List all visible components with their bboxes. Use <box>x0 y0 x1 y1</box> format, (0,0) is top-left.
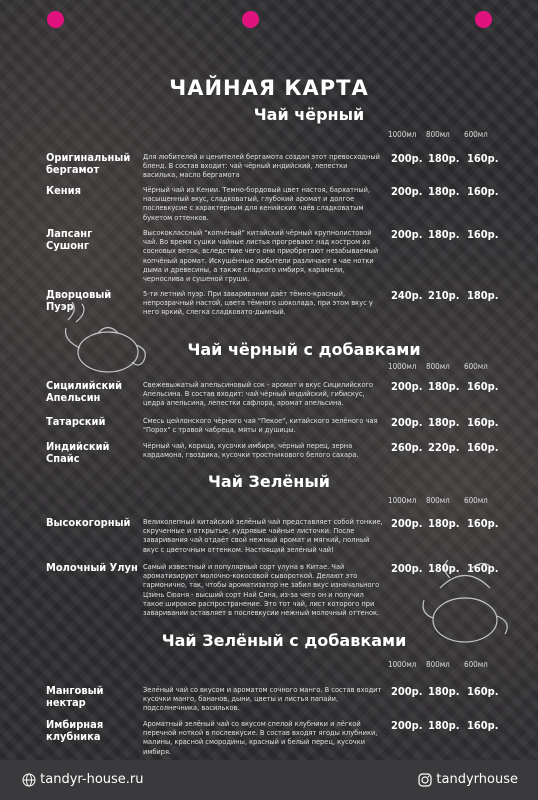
item-desc: Великолепный китайский зелёный чай представляет собой тонкие, скрученные и открытые, кудрявые чайные листочки. После заваривания чай отдаёт свой нежный аромат и мягкий, полный вкус с цветочным оттенком. Настоящий зелёный чай! <box>143 517 383 554</box>
item-desc: Свежевыжатый апельсиновый сок - аромат и вкус Сицилийского Апельсина. В состав входит: чай чёрный индийский, гибискус, цедра апельсина, лепестки сафлора, аромат апельсина. <box>143 380 374 408</box>
price-600: 160р. <box>467 185 499 198</box>
item-name: Дворцовый Пуэр <box>46 288 112 313</box>
price-1000: 200р. <box>391 380 423 393</box>
price-800: 180р. <box>428 152 460 165</box>
price-600: 160р. <box>467 380 499 393</box>
section-title-green-tea-additives: Чай Зелёный с добавками <box>161 631 407 650</box>
section-title-green-tea: Чай Зелёный <box>207 472 331 491</box>
size-header: 1000мл 800мл 600мл <box>388 362 488 371</box>
item-desc: Ароматный зелёный чай со вкусом спелой клубники и лёгкой перечной ноткой в послевкусие. В состав входят ягоды клубники, малины, красной смородины, красный и белый перец, кусочки имбиря. <box>143 719 378 756</box>
section-title-black-tea: Чай чёрный <box>253 105 365 124</box>
price-600: 160р. <box>467 719 499 732</box>
item-name: Сицилийский Апельсин <box>46 379 123 404</box>
section-title-black-tea-additives: Чай чёрный с добавками <box>187 340 421 359</box>
website-text: tandyr-house.ru <box>40 772 144 787</box>
item-desc: Чёрный чай, корица, кусочки имбиря, чёрный перец, зерна кардамона, гвоздика, кусочки тростникового белого сахара. <box>143 441 359 460</box>
size-header: 1000мл 800мл 600мл <box>388 130 488 139</box>
item-name: Татарский <box>46 415 106 428</box>
price-800: 180р. <box>428 416 460 429</box>
price-1000: 200р. <box>391 185 423 198</box>
size-header: 1000мл 800мл 600мл <box>388 660 488 669</box>
menu-title: ЧАЙНАЯ КАРТА <box>169 76 369 100</box>
price-800: 220р. <box>428 441 460 454</box>
price-600: 160р. <box>467 228 499 241</box>
item-desc: Высококлассный "копчёный" китайский чёрный крупнолистовой чай. Во время сушки чайные листья прогревают над костром из сосновых веток, вследствие чего они приобретают незабываемый копчёный аромат. Искушённые любители различают в чае нотки дыма и древесины, а также сладкого имбиря, карамели, чернослива и сушеной груши. <box>143 228 379 284</box>
item-name: Лапсанг Сушонг <box>46 227 93 252</box>
instagram-text: tandyrhouse <box>436 772 518 787</box>
price-600: 160р. <box>467 562 499 575</box>
price-1000: 200р. <box>391 228 423 241</box>
item-name: Индийский Спайс <box>46 440 110 465</box>
item-name: Высокогорный <box>46 516 131 529</box>
item-desc: Для любителей и ценителей бергамота создан этот превосходный бленд. В состав входит: чай чёрный индийский, лепестки василька, масло бергамота <box>143 152 380 180</box>
price-800: 180р. <box>428 228 460 241</box>
item-desc: Самый известный и популярный сорт улуна в Китае. Чай ароматизируют молочно-кокосовой сывороткой. Делают это гармонично, так, чтобы ароматизатор не забил вкус изначального Цзинь Сюаня - высший сорт Най Сяна, из-за чего он и получил такое широкое распространение. Это тот чай, лист которого при заваривании оставляет в послевкусии нежный молочный оттенок. <box>143 562 380 618</box>
price-1000: 200р. <box>391 562 423 575</box>
pink-dot-right <box>475 11 492 28</box>
item-desc: Чёрный чай из Кении. Темно-бордовый цвет настоя, бархатный, насыщенный вкус, сладковатый, глубокий аромат и долгое послевкусие с характерным для кенийских чаёв сладковатым букетом оттенков. <box>143 185 371 222</box>
price-1000: 200р. <box>391 685 423 698</box>
price-1000: 200р. <box>391 416 423 429</box>
price-1000: 260р. <box>391 441 423 454</box>
price-1000: 200р. <box>391 517 423 530</box>
price-600: 160р. <box>467 685 499 698</box>
website-link[interactable] <box>22 772 144 787</box>
price-800: 180р. <box>428 185 460 198</box>
item-name: Кения <box>46 184 81 197</box>
footer <box>0 760 538 800</box>
item-name: Манговый нектар <box>46 684 104 709</box>
pink-dot-center <box>242 11 259 28</box>
price-600: 180р. <box>467 289 499 302</box>
price-800: 180р. <box>428 517 460 530</box>
price-1000: 200р. <box>391 719 423 732</box>
item-name: Оригинальный бергамот <box>46 151 131 176</box>
price-600: 160р. <box>467 152 499 165</box>
instagram-link[interactable] <box>418 772 518 787</box>
size-header: 1000мл 800мл 600мл <box>388 496 488 505</box>
price-1000: 200р. <box>391 152 423 165</box>
price-800: 210р. <box>428 289 460 302</box>
price-800: 180р. <box>428 380 460 393</box>
price-600: 160р. <box>467 441 499 454</box>
price-600: 160р. <box>467 416 499 429</box>
price-600: 160р. <box>467 517 499 530</box>
price-1000: 240р. <box>391 289 423 302</box>
item-name: Имбирная клубника <box>46 718 104 743</box>
item-desc: Смесь цейлонского чёрного чая "Пекое", китайского зелёного чая "Порох" с травой чабреца, мяты и душицы. <box>143 416 378 435</box>
item-name: Молочный Улун <box>46 561 138 574</box>
globe-icon <box>22 773 36 787</box>
item-desc: 5-ти летний пуэр. При заваривании даёт тёмно-красный, непрозрачный настой, цвета тёмного шоколада, при этом вкус у него яркий, слегка сладковато-дымный. <box>143 289 373 317</box>
pink-dot-left <box>47 11 64 28</box>
price-800: 180р. <box>428 719 460 732</box>
price-800: 180р. <box>428 562 460 575</box>
item-desc: Зелёный чай со вкусом и ароматом сочного манго. В состав входит кусочки манго, бананов, дыни, цветы и листья папайи, подсолнечника, васильков. <box>143 685 382 713</box>
price-800: 180р. <box>428 685 460 698</box>
instagram-icon <box>418 773 432 787</box>
